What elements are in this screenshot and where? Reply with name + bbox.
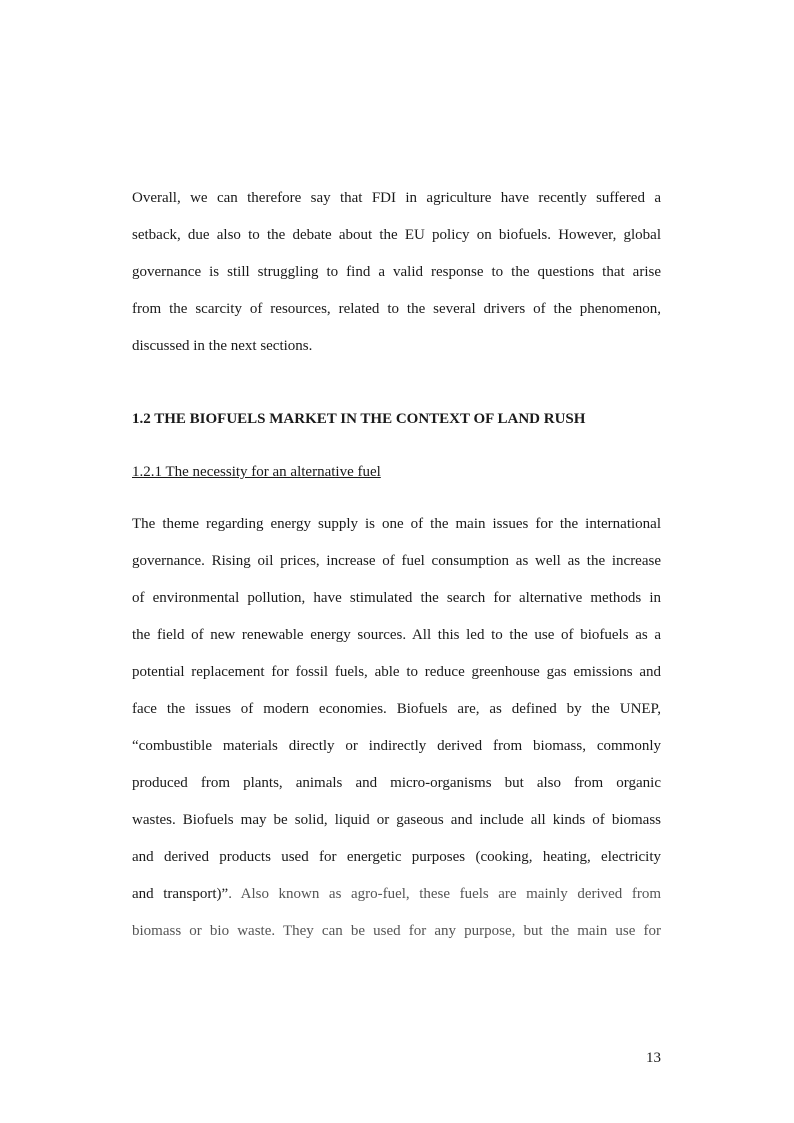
- paragraph-1-line-5: discussed in the next sections.: [132, 338, 313, 354]
- paragraph-2-line-7: “combustible materials directly or indirectly derived from biomass, commonly: [132, 738, 661, 754]
- agro-fuel-text: . Also known as agro-fuel, these fuels are mainly derived from: [228, 886, 662, 902]
- paragraph-2-line-10: and derived products used for energetic purposes (cooking, heating, electricity: [132, 849, 661, 865]
- paragraph-2-line-6: face the issues of modern economies. Biofuels are, as defined by the UNEP,: [132, 701, 661, 717]
- paragraph-2-line-5: potential replacement for fossil fuels, able to reduce greenhouse gas emissions and: [132, 664, 661, 680]
- paragraph-2-line-4: the field of new renewable energy sources. All this led to the use of biofuels as a: [132, 627, 661, 643]
- paragraph-2-line-1: The theme regarding energy supply is one of the main issues for the international: [132, 516, 661, 532]
- paragraph-1-line-3: governance is still struggling to find a valid response to the questions that arise: [132, 264, 661, 280]
- paragraph-2-line-11: [132, 884, 661, 904]
- paragraph-2-line-12: biomass or bio waste. They can be used for any purpose, but the main use for: [132, 923, 661, 939]
- paragraph-1-line-1: Overall, we can therefore say that FDI in agriculture have recently suffered a: [132, 190, 661, 206]
- page-number: 13: [646, 1050, 661, 1066]
- section-subheading: 1.2.1 The necessity for an alternative fuel: [132, 464, 381, 480]
- paragraph-2-line-8: produced from plants, animals and micro-organisms but also from organic: [132, 775, 661, 791]
- section-heading: 1.2 THE BIOFUELS MARKET IN THE CONTEXT OF LAND RUSH: [132, 411, 586, 427]
- paragraph-2-line-2: governance. Rising oil prices, increase of fuel consumption as well as the increase: [132, 553, 661, 569]
- paragraph-2-line-3: of environmental pollution, have stimulated the search for alternative methods in: [132, 590, 661, 606]
- quote-ending: and transport)”: [132, 886, 229, 902]
- paragraph-2-line-9: wastes. Biofuels may be solid, liquid or gaseous and include all kinds of biomass: [132, 812, 661, 828]
- paragraph-1-line-2: setback, due also to the debate about the EU policy on biofuels. However, global: [132, 227, 661, 243]
- paragraph-1-line-4: from the scarcity of resources, related to the several drivers of the phenomenon,: [132, 301, 661, 317]
